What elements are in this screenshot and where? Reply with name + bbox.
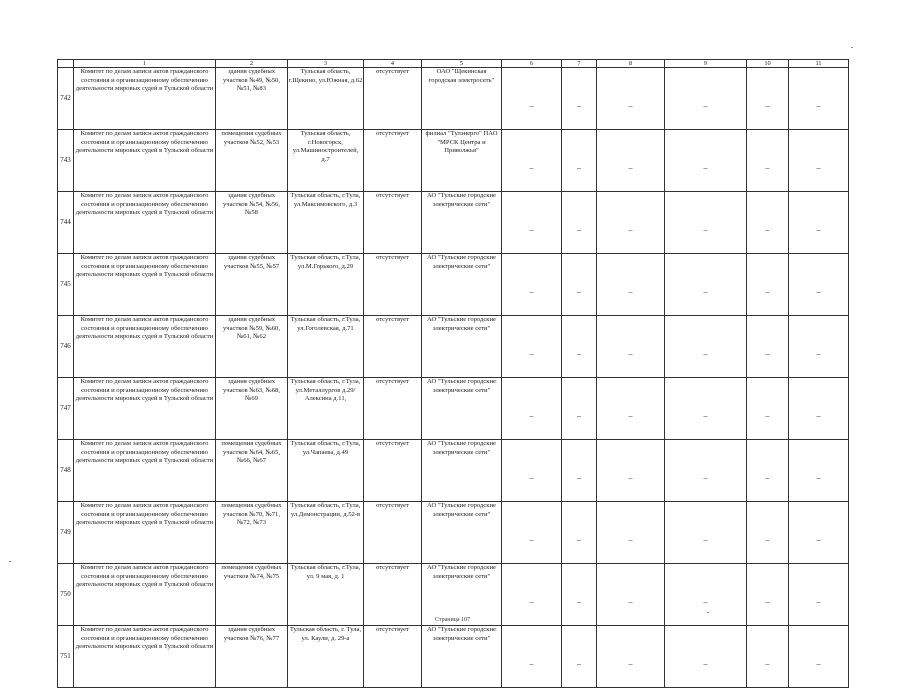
header-cell: 10 [747,60,789,68]
table-cell: Комитет по делам записи актов гражданского состояния и организационному обеспечению деятельности мировых судей в Тульской области [74,192,216,254]
table-cell: отсутствует [364,564,422,626]
table-cell: Комитет по делам записи актов гражданского состояния и организационному обеспечению деятельности мировых судей в Тульской области [74,564,216,626]
header-cell: 9 [665,60,747,68]
table-cell: _ [597,130,665,192]
table-cell: Тульская область, г.Тула, ул. 9 мая, д. 1 [288,564,364,626]
table-cell: _ [597,440,665,502]
table-cell: _ [747,130,789,192]
table-cell: _ [597,502,665,564]
table-cell: _ [562,68,597,130]
table-cell: _ [502,440,562,502]
table-cell: Комитет по делам записи актов гражданского состояния и организационному обеспечению деятельности мировых судей в Тульской области [74,316,216,378]
table-cell: _ [789,68,849,130]
table-cell: _ [665,254,747,316]
data-table [57,59,849,688]
table-cell: отсутствует [364,502,422,564]
table-cell: _ [747,440,789,502]
row-number: 745 [58,254,74,316]
row-number: 750 [58,564,74,626]
table-cell: _ [502,626,562,688]
table-cell: _ [597,316,665,378]
table-row [58,316,849,378]
table-cell: помещения судебных участков №64, №65, №66, №67 [216,440,288,502]
table-cell: здания судебных участков №49, №50, №51, №83 [216,68,288,130]
table-cell: _ [789,316,849,378]
table-cell: _ [562,254,597,316]
table-cell: АО "Тульские городские электрические сети" [422,254,502,316]
row-number: 743 [58,130,74,192]
table-cell: _ [562,440,597,502]
table-cell: Комитет по делам записи актов гражданского состояния и организационному обеспечению деятельности мировых судей в Тульской области [74,254,216,316]
table-cell: здания судебных участков №54, №56, №58 [216,192,288,254]
table-cell: отсутствует [364,68,422,130]
table-cell: Тульская область, г.Тула, ул.М.Горького, д.29 [288,254,364,316]
table-cell: _ [502,564,562,626]
table-cell: _ [665,502,747,564]
table-cell: здания судебных участков №63, №68, №69 [216,378,288,440]
table-cell: отсутствует [364,378,422,440]
table-cell: помещения судебных участков №70, №71, №72, №73 [216,502,288,564]
row-number: 748 [58,440,74,502]
table-cell: _ [665,378,747,440]
table-cell: _ [789,502,849,564]
table-cell: _ [502,378,562,440]
header-cell: 6 [502,60,562,68]
table-cell: помещения судебных участков №74, №75 [216,564,288,626]
table-cell: _ [747,316,789,378]
table-cell: _ [597,564,665,626]
table-cell: Тульская область, г.Новогорск, ул.Машиностроителей, д.7 [288,130,364,192]
table-cell: Тульская область, г.Щекино, ул.Южная, д.62 [288,68,364,130]
table-cell: _ [665,130,747,192]
table-cell: _ [502,254,562,316]
scan-speck [9,561,11,562]
header-cell: 1 [74,60,216,68]
table-cell: Комитет по делам записи актов гражданского состояния и организационному обеспечению деятельности мировых судей в Тульской области [74,502,216,564]
table-cell: отсутствует [364,254,422,316]
table-cell: _ [562,192,597,254]
table-row [58,378,849,440]
header-cell: 4 [364,60,422,68]
header-cell-num [58,60,74,68]
table-cell: помещения судебных участков №52, №53 [216,130,288,192]
table-cell: _ [502,192,562,254]
table-cell: Комитет по делам записи актов гражданского состояния и организационному обеспечению деятельности мировых судей в Тульской области [74,440,216,502]
table-cell: отсутствует [364,626,422,688]
table-cell: _ [747,378,789,440]
table-cell: _ [562,316,597,378]
scan-speck [851,47,853,48]
table-row [58,440,849,502]
table-cell: _ [502,316,562,378]
table-cell: Комитет по делам записи актов гражданского состояния и организационному обеспечению деятельности мировых судей в Тульской области [74,68,216,130]
table-cell: _ [502,130,562,192]
table-cell: Тульская область, г. Тула, ул. Каули, д. 29-а [288,626,364,688]
header-cell: 3 [288,60,364,68]
table-cell: _ [502,68,562,130]
table-cell: здания судебных участков №59, №60, №61, №62 [216,316,288,378]
row-number: 746 [58,316,74,378]
table-cell: АО "Тульские городские электрические сети" [422,192,502,254]
table-cell: Тульская область, г.Тула, ул.Металлургов д.29/Алексина д.11, [288,378,364,440]
table-cell: _ [789,192,849,254]
table-cell: Комитет по делам записи актов гражданского состояния и организационному обеспечению деятельности мировых судей в Тульской области [74,626,216,688]
table-cell: Тульская область, г.Тула, ул.Демонстрации, д.52-в [288,502,364,564]
table-row [58,254,849,316]
row-number: 751 [58,626,74,688]
table-cell: _ [562,502,597,564]
table-cell: филиал "Тулэнерго" ПАО "МРСК Центра и Приволжья" [422,130,502,192]
table-cell: _ [665,564,747,626]
table-cell: _ [747,68,789,130]
table-cell: _ [665,192,747,254]
table-cell: Тульская область, г.Тула, ул.Гоголевская, д.71 [288,316,364,378]
table-cell: _ [597,192,665,254]
table-cell: _ [789,254,849,316]
table-cell: _ [562,564,597,626]
table-cell: отсутствует [364,192,422,254]
header-cell: 7 [562,60,597,68]
page-number: Страница 107 [434,617,471,623]
table-row [58,192,849,254]
table-cell: _ [562,626,597,688]
table-cell: отсутствует [364,130,422,192]
table-cell: _ [665,626,747,688]
table-row [58,68,849,130]
table-cell: _ [502,502,562,564]
table-cell: _ [789,130,849,192]
table-cell: _ [789,626,849,688]
row-number: 742 [58,68,74,130]
table-cell: _ [789,440,849,502]
table-cell: _ [597,68,665,130]
table-row [58,626,849,688]
table-cell: отсутствует [364,440,422,502]
table-cell: _ [665,68,747,130]
table-cell: _ [665,316,747,378]
header-row [58,60,849,68]
table-cell: _ [665,440,747,502]
table-cell: _ [597,378,665,440]
table-cell: _ [562,378,597,440]
table-cell: _ [747,254,789,316]
table-cell: _ [747,564,789,626]
table-cell: Комитет по делам записи актов гражданского состояния и организационному обеспечению деятельности мировых судей в Тульской области [74,130,216,192]
table-cell: _ [562,130,597,192]
table-cell: АО "Тульские городские электрические сети" [422,564,502,626]
table-row [58,502,849,564]
table-cell: АО "Тульские городские электрические сети" [422,440,502,502]
row-number: 749 [58,502,74,564]
header-cell: 11 [789,60,849,68]
table-cell: _ [597,254,665,316]
table-cell: АО "Тульские городские электрические сети" [422,316,502,378]
header-cell: 8 [597,60,665,68]
table-cell: Тульская область, г.Тула, ул.Чапаева, д.49 [288,440,364,502]
table-cell: _ [789,378,849,440]
table-cell: Тульская область, г.Тула, ул.Максимовского, д.3 [288,192,364,254]
table-cell: отсутствует [364,316,422,378]
header-cell: 5 [422,60,502,68]
table-cell: _ [747,626,789,688]
table-cell: _ [747,502,789,564]
table-cell: _ [789,564,849,626]
table-row [58,130,849,192]
table-cell: _ [597,626,665,688]
row-number: 747 [58,378,74,440]
table-cell: АО "Тульские городские электрические сети" [422,626,502,688]
table-cell: ОАО "Щекинская городская электросеть" [422,68,502,130]
table-cell: АО "Тульские городские электрические сети" [422,502,502,564]
table-cell: АО "Тульские городские электрические сети" [422,378,502,440]
scan-speck [707,612,709,613]
table-cell: здания судебных участков №55, №57 [216,254,288,316]
header-cell: 2 [216,60,288,68]
table-cell: здания судебных участков №76, №77 [216,626,288,688]
row-number: 744 [58,192,74,254]
table-cell: _ [747,192,789,254]
table-cell: Комитет по делам записи актов гражданского состояния и организационному обеспечению деятельности мировых судей в Тульской области [74,378,216,440]
